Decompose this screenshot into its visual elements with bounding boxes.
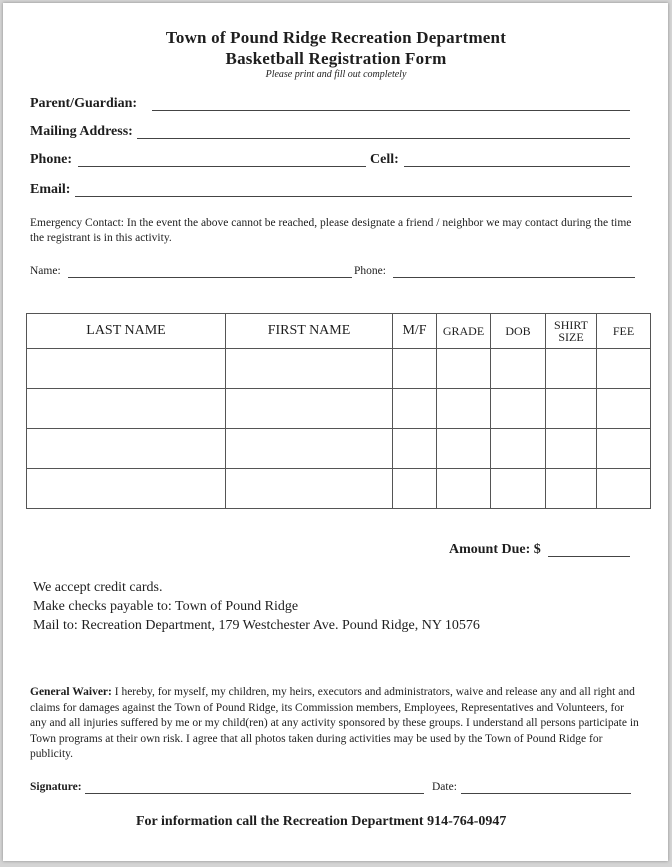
signature-line[interactable] xyxy=(85,793,424,794)
header-last-name: LAST NAME xyxy=(27,314,226,349)
header-shirt: SHIRT xyxy=(554,318,588,332)
parent-guardian-line[interactable] xyxy=(152,110,630,111)
form-title: Town of Pound Ridge Recreation Department xyxy=(165,28,507,47)
table-row xyxy=(27,469,651,509)
cell-dob[interactable] xyxy=(491,349,546,389)
header-grade: GRADE xyxy=(437,314,491,349)
email-line[interactable] xyxy=(75,196,632,197)
cell-first-name[interactable] xyxy=(226,389,393,429)
header-first-name: FIRST NAME xyxy=(226,314,393,349)
cell-mf[interactable] xyxy=(393,389,437,429)
cell-label: Cell: xyxy=(370,152,399,167)
cell-grade[interactable] xyxy=(437,469,491,509)
cell-line[interactable] xyxy=(404,166,630,167)
parent-guardian-label: Parent/Guardian: xyxy=(30,96,138,111)
cell-grade[interactable] xyxy=(437,429,491,469)
cell-shirt-size[interactable] xyxy=(546,349,597,389)
signature-label: Signature: xyxy=(30,781,82,793)
general-waiver xyxy=(30,685,642,763)
phone-label: Phone: xyxy=(30,152,72,167)
header-shirt-size xyxy=(546,314,597,349)
phone-line[interactable] xyxy=(78,166,366,167)
cell-mf[interactable] xyxy=(393,429,437,469)
cell-fee[interactable] xyxy=(597,469,651,509)
cell-last-name[interactable] xyxy=(27,389,226,429)
table-row xyxy=(27,389,651,429)
credit-card-note: We accept credit cards. xyxy=(33,580,163,595)
cell-last-name[interactable] xyxy=(27,469,226,509)
cell-dob[interactable] xyxy=(491,429,546,469)
waiver-text: I hereby, for myself, my children, my heirs, executors and administrators, waive and release any and all right and claims for damages against the Town of Pound Ridge, its Commission members, Employees, Representatives and Volunteers, for any and all injuries suffered by me or my child(ren) at any activity sponsored by these groups. I understand all persons participate in Town programs at their own risk. I agree that all photos taken during activities may be used by the Town of Pound Ridge for publicity. xyxy=(30,686,639,760)
emergency-name-label: Name: xyxy=(30,265,61,277)
checks-payable-note: Make checks payable to: Town of Pound Ridge xyxy=(33,599,299,614)
emergency-contact-text: Emergency Contact: In the event the above cannot be reached, please designate a friend / neighbor we may contact during the time the registrant is in this activity. xyxy=(30,217,632,244)
form-subtitle: Basketball Registration Form xyxy=(225,49,447,68)
cell-first-name[interactable] xyxy=(226,349,393,389)
cell-grade[interactable] xyxy=(437,349,491,389)
mail-to-note: Mail to: Recreation Department, 179 Westchester Ave. Pound Ridge, NY 10576 xyxy=(33,618,480,633)
header-fee: FEE xyxy=(597,314,651,349)
cell-first-name[interactable] xyxy=(226,429,393,469)
table-row xyxy=(27,349,651,389)
form-instruction: Please print and fill out completely xyxy=(265,69,407,80)
cell-shirt-size[interactable] xyxy=(546,429,597,469)
cell-last-name[interactable] xyxy=(27,429,226,469)
emergency-phone-line[interactable] xyxy=(393,277,635,278)
cell-last-name[interactable] xyxy=(27,349,226,389)
cell-fee[interactable] xyxy=(597,349,651,389)
emergency-name-line[interactable] xyxy=(68,277,352,278)
cell-fee[interactable] xyxy=(597,429,651,469)
cell-shirt-size[interactable] xyxy=(546,389,597,429)
header-dob: DOB xyxy=(491,314,546,349)
date-line[interactable] xyxy=(461,793,631,794)
header-mf: M/F xyxy=(393,314,437,349)
cell-dob[interactable] xyxy=(491,469,546,509)
cell-fee[interactable] xyxy=(597,389,651,429)
table-row xyxy=(27,429,651,469)
emergency-phone-label: Phone: xyxy=(354,265,386,277)
mailing-address-label: Mailing Address: xyxy=(30,124,133,139)
date-label: Date: xyxy=(432,781,457,793)
cell-grade[interactable] xyxy=(437,389,491,429)
cell-mf[interactable] xyxy=(393,469,437,509)
table-header-row xyxy=(27,314,651,349)
mailing-address-line[interactable] xyxy=(137,138,630,139)
footer-contact: For information call the Recreation Department 914-764-0947 xyxy=(136,814,507,829)
cell-dob[interactable] xyxy=(491,389,546,429)
email-label: Email: xyxy=(30,182,71,197)
cell-shirt-size[interactable] xyxy=(546,469,597,509)
amount-due-line[interactable] xyxy=(548,556,630,557)
amount-due-label: Amount Due: $ xyxy=(449,542,541,557)
registrant-table xyxy=(26,313,651,509)
header-size: SIZE xyxy=(558,330,584,344)
cell-mf[interactable] xyxy=(393,349,437,389)
waiver-label: General Waiver: xyxy=(30,686,112,698)
cell-first-name[interactable] xyxy=(226,469,393,509)
